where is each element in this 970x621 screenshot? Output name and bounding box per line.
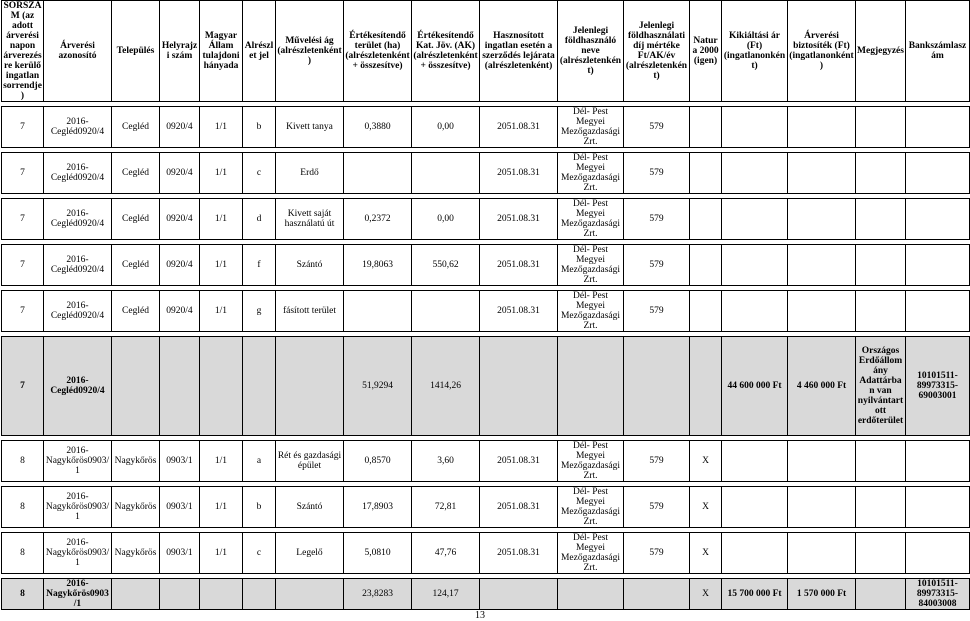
header-row (2, 1, 970, 102)
cell-sorszam: 7 (2, 291, 44, 332)
cell-telepules: Nagykőrös (112, 487, 160, 528)
cell-natura (690, 245, 722, 286)
cell-ag: Legelő (276, 533, 344, 574)
cell-azonosito: 2016-Cegléd0920/4 (44, 153, 112, 194)
summary-biztositek: 4 460 000 Ft (788, 337, 856, 436)
cell-kikialtasi (722, 245, 788, 286)
cell-terulet: 5,0810 (344, 533, 412, 574)
header-alreszlet-jel: Alrészlet jel (243, 1, 276, 102)
cell-azonosito: 2016-Cegléd0920/4 (44, 245, 112, 286)
cell-jel: c (243, 153, 276, 194)
cell-foldhasznalo: Dél- Pest Megyei Mezőgazdasági Zrt. (558, 441, 624, 482)
table-row (2, 107, 970, 148)
cell-hrsz: 0903/1 (160, 441, 200, 482)
summary-ak: 1414,26 (412, 337, 480, 436)
summary-azonosito: 2016-Nagykőrös0903/1 (44, 579, 112, 610)
header-arveresi-azonosito: Árverési azonosító (44, 1, 112, 102)
cell-megjegyzes (856, 245, 906, 286)
summary-biztositek: 1 570 000 Ft (788, 579, 856, 610)
cell-jel: b (243, 487, 276, 528)
cell-terulet: 0,8570 (344, 441, 412, 482)
cell-ag: Rét és gazdasági épület (276, 441, 344, 482)
summary-azonosito: 2016-Cegléd0920/4 (44, 337, 112, 436)
cell-lejarat: 2051.08.31 (480, 107, 558, 148)
table-row (2, 441, 970, 482)
cell-jel: a (243, 441, 276, 482)
header-muvelesi-ag (276, 1, 344, 102)
cell-kikialtasi (722, 441, 788, 482)
header-helyrajzi-szam: Helyrajzi szám (160, 1, 200, 102)
cell-megjegyzes (856, 291, 906, 332)
cell-megjegyzes (856, 487, 906, 528)
cell-foldhasznalo: Dél- Pest Megyei Mezőgazdasági Zrt. (558, 487, 624, 528)
cell-jel: b (243, 107, 276, 148)
cell-bankszamla (906, 487, 970, 528)
cell-telepules: Cegléd (112, 153, 160, 194)
cell-kikialtasi (722, 533, 788, 574)
header-bankszamlaszam: Bankszámlaszám (906, 1, 970, 102)
cell-ak (412, 153, 480, 194)
header-natura: Natura 2000 (igen) (690, 1, 722, 102)
cell-bankszamla (906, 107, 970, 148)
cell-natura: X (690, 441, 722, 482)
summary-megjegyzes: Országos Erdőállomány Adattárban van nyilvántartott erdőterület (856, 337, 906, 436)
cell-dij: 579 (624, 107, 690, 148)
cell-megjegyzes (856, 153, 906, 194)
table-row (2, 153, 970, 194)
cell-telepules: Cegléd (112, 245, 160, 286)
cell-jel: g (243, 291, 276, 332)
cell-kikialtasi (722, 291, 788, 332)
cell-megjegyzes (856, 107, 906, 148)
cell-biztositek (788, 153, 856, 194)
cell-biztositek (788, 107, 856, 148)
cell-ak: 0,00 (412, 107, 480, 148)
cell-ag: Kivett saját használatú út (276, 199, 344, 240)
cell-hanyad: 1/1 (200, 199, 243, 240)
cell-ak: 47,76 (412, 533, 480, 574)
cell-bankszamla (906, 291, 970, 332)
header-jelenlegi-dij: Jelenlegi földhasználati díj mértéke Ft/AK/év (alrészletenként) (624, 1, 690, 102)
cell-biztositek (788, 245, 856, 286)
cell-terulet: 0,3880 (344, 107, 412, 148)
cell-terulet: 0,2372 (344, 199, 412, 240)
cell-lejarat: 2051.08.31 (480, 441, 558, 482)
summary-terulet: 23,8283 (344, 579, 412, 610)
cell-terulet (344, 153, 412, 194)
cell-foldhasznalo: Dél- Pest Megyei Mezőgazdasági Zrt. (558, 107, 624, 148)
cell-dij: 579 (624, 533, 690, 574)
cell-hrsz: 0903/1 (160, 533, 200, 574)
cell-terulet (344, 291, 412, 332)
cell-azonosito: 2016-Cegléd0920/4 (44, 291, 112, 332)
cell-hrsz: 0920/4 (160, 199, 200, 240)
table-row (2, 291, 970, 332)
cell-ag: Szántó (276, 245, 344, 286)
header-sorszam: SORSZÁM (az adott árverési napon árverezésre kerülő ingatlan sorrendje) (3, 1, 42, 101)
cell-hanyad: 1/1 (200, 245, 243, 286)
cell-sorszam: 8 (2, 487, 44, 528)
cell-sorszam: 7 (2, 199, 44, 240)
cell-ak: 550,62 (412, 245, 480, 286)
cell-hanyad: 1/1 (200, 533, 243, 574)
cell-dij: 579 (624, 153, 690, 194)
cell-ak (412, 291, 480, 332)
cell-foldhasznalo: Dél- Pest Megyei Mezőgazdasági Zrt. (558, 533, 624, 574)
header-ertekesitendo-terulet: Értékesítendő terület (ha) (alrészletenként + összesítve) (344, 1, 412, 102)
cell-azonosito: 2016-Cegléd0920/4 (44, 107, 112, 148)
summary-sorszam: 7 (2, 337, 44, 436)
cell-azonosito: 2016-Nagykőrös0903/1 (44, 487, 112, 528)
table-row (2, 533, 970, 574)
cell-natura (690, 153, 722, 194)
cell-dij: 579 (624, 245, 690, 286)
cell-biztositek (788, 441, 856, 482)
header-magyar-allam: Magyar Állam tulajdoni hányada (200, 1, 243, 102)
cell-terulet: 17,8903 (344, 487, 412, 528)
cell-ag: Kivett tanya (276, 107, 344, 148)
summary-row (2, 337, 970, 436)
cell-hrsz: 0920/4 (160, 245, 200, 286)
summary-bankszamla: 10101511-89973315-69003001 (906, 337, 970, 436)
header-muvelesi-ag-title: Művelési ág (285, 36, 334, 46)
cell-hrsz: 0920/4 (160, 291, 200, 332)
cell-foldhasznalo: Dél- Pest Megyei Mezőgazdasági Zrt. (558, 245, 624, 286)
cell-jel: f (243, 245, 276, 286)
cell-lejarat: 2051.08.31 (480, 487, 558, 528)
summary-kikialtasi: 44 600 000 Ft (722, 337, 788, 436)
cell-natura: X (690, 533, 722, 574)
summary-row (2, 579, 970, 610)
summary-natura (690, 337, 722, 436)
header-jelenlegi-foldhasznalo: Jelenlegi földhasználó neve (alrészletenként) (558, 1, 624, 102)
header-megjegyzes: Megjegyzés (856, 1, 906, 102)
cell-natura (690, 291, 722, 332)
cell-azonosito: 2016-Nagykőrös0903/1 (44, 533, 112, 574)
cell-foldhasznalo: Dél- Pest Megyei Mezőgazdasági Zrt. (558, 291, 624, 332)
cell-jel: d (243, 199, 276, 240)
cell-telepules: Cegléd (112, 291, 160, 332)
cell-biztositek (788, 487, 856, 528)
cell-sorszam: 7 (2, 245, 44, 286)
cell-hrsz: 0903/1 (160, 487, 200, 528)
summary-megjegyzes (856, 579, 906, 610)
table-row (2, 199, 970, 240)
cell-sorszam: 8 (2, 533, 44, 574)
summary-natura: X (690, 579, 722, 610)
cell-hrsz: 0920/4 (160, 107, 200, 148)
cell-kikialtasi (722, 199, 788, 240)
cell-bankszamla (906, 199, 970, 240)
summary-bankszamla: 10101511-89973315-84003008 (906, 579, 970, 610)
cell-dij: 579 (624, 291, 690, 332)
cell-lejarat: 2051.08.31 (480, 291, 558, 332)
cell-bankszamla (906, 533, 970, 574)
cell-dij: 579 (624, 199, 690, 240)
page-number: 13 (475, 610, 485, 621)
auction-table (1, 0, 970, 610)
cell-dij: 579 (624, 441, 690, 482)
table-row (2, 487, 970, 528)
cell-telepules: Cegléd (112, 199, 160, 240)
cell-dij: 579 (624, 487, 690, 528)
cell-lejarat: 2051.08.31 (480, 533, 558, 574)
cell-hanyad: 1/1 (200, 441, 243, 482)
cell-biztositek (788, 291, 856, 332)
cell-foldhasznalo: Dél- Pest Megyei Mezőgazdasági Zrt. (558, 153, 624, 194)
cell-lejarat: 2051.08.31 (480, 245, 558, 286)
cell-ag: Erdő (276, 153, 344, 194)
cell-sorszam: 8 (2, 441, 44, 482)
cell-terulet: 19,8063 (344, 245, 412, 286)
cell-kikialtasi (722, 153, 788, 194)
summary-terulet: 51,9294 (344, 337, 412, 436)
header-arveresi-biztositek: Árverési biztosíték (Ft) (ingatlanonként) (788, 1, 856, 102)
summary-ak: 124,17 (412, 579, 480, 610)
cell-azonosito: 2016-Cegléd0920/4 (44, 199, 112, 240)
cell-megjegyzes (856, 533, 906, 574)
cell-bankszamla (906, 245, 970, 286)
cell-ak: 0,00 (412, 199, 480, 240)
cell-hanyad: 1/1 (200, 153, 243, 194)
summary-kikialtasi: 15 700 000 Ft (722, 579, 788, 610)
cell-foldhasznalo: Dél- Pest Megyei Mezőgazdasági Zrt. (558, 199, 624, 240)
cell-ag: Szántó (276, 487, 344, 528)
cell-hanyad: 1/1 (200, 291, 243, 332)
header-muvelesi-ag-sub: (alrészletenként ) (277, 46, 342, 66)
cell-bankszamla (906, 153, 970, 194)
cell-natura (690, 107, 722, 148)
cell-biztositek (788, 199, 856, 240)
table-row (2, 245, 970, 286)
header-telepules: Település (112, 1, 160, 102)
cell-natura: X (690, 487, 722, 528)
cell-kikialtasi (722, 487, 788, 528)
cell-lejarat: 2051.08.31 (480, 153, 558, 194)
cell-ag: fásított terület (276, 291, 344, 332)
cell-lejarat: 2051.08.31 (480, 199, 558, 240)
cell-sorszam: 7 (2, 107, 44, 148)
cell-hanyad: 1/1 (200, 487, 243, 528)
cell-telepules: Nagykőrös (112, 533, 160, 574)
cell-kikialtasi (722, 107, 788, 148)
header-ertekesitendo-kat: Értékesítendő Kat. Jöv. (AK) (alrészletenként + összesítve) (412, 1, 480, 102)
cell-megjegyzes (856, 441, 906, 482)
summary-sorszam: 8 (2, 579, 44, 610)
cell-telepules: Cegléd (112, 107, 160, 148)
cell-biztositek (788, 533, 856, 574)
header-hasznositott: Hasznosított ingatlan esetén a szerződés lejárata (alrészletenként) (480, 1, 558, 102)
cell-telepules: Nagykőrös (112, 441, 160, 482)
cell-azonosito: 2016-Nagykőrös0903/1 (44, 441, 112, 482)
cell-bankszamla (906, 441, 970, 482)
cell-megjegyzes (856, 199, 906, 240)
cell-natura (690, 199, 722, 240)
header-kikialtasi-ar: Kikiáltási ár (Ft) (ingatlanonként) (722, 1, 788, 102)
cell-jel: c (243, 533, 276, 574)
cell-ak: 3,60 (412, 441, 480, 482)
cell-ak: 72,81 (412, 487, 480, 528)
cell-hanyad: 1/1 (200, 107, 243, 148)
cell-sorszam: 7 (2, 153, 44, 194)
cell-hrsz: 0920/4 (160, 153, 200, 194)
